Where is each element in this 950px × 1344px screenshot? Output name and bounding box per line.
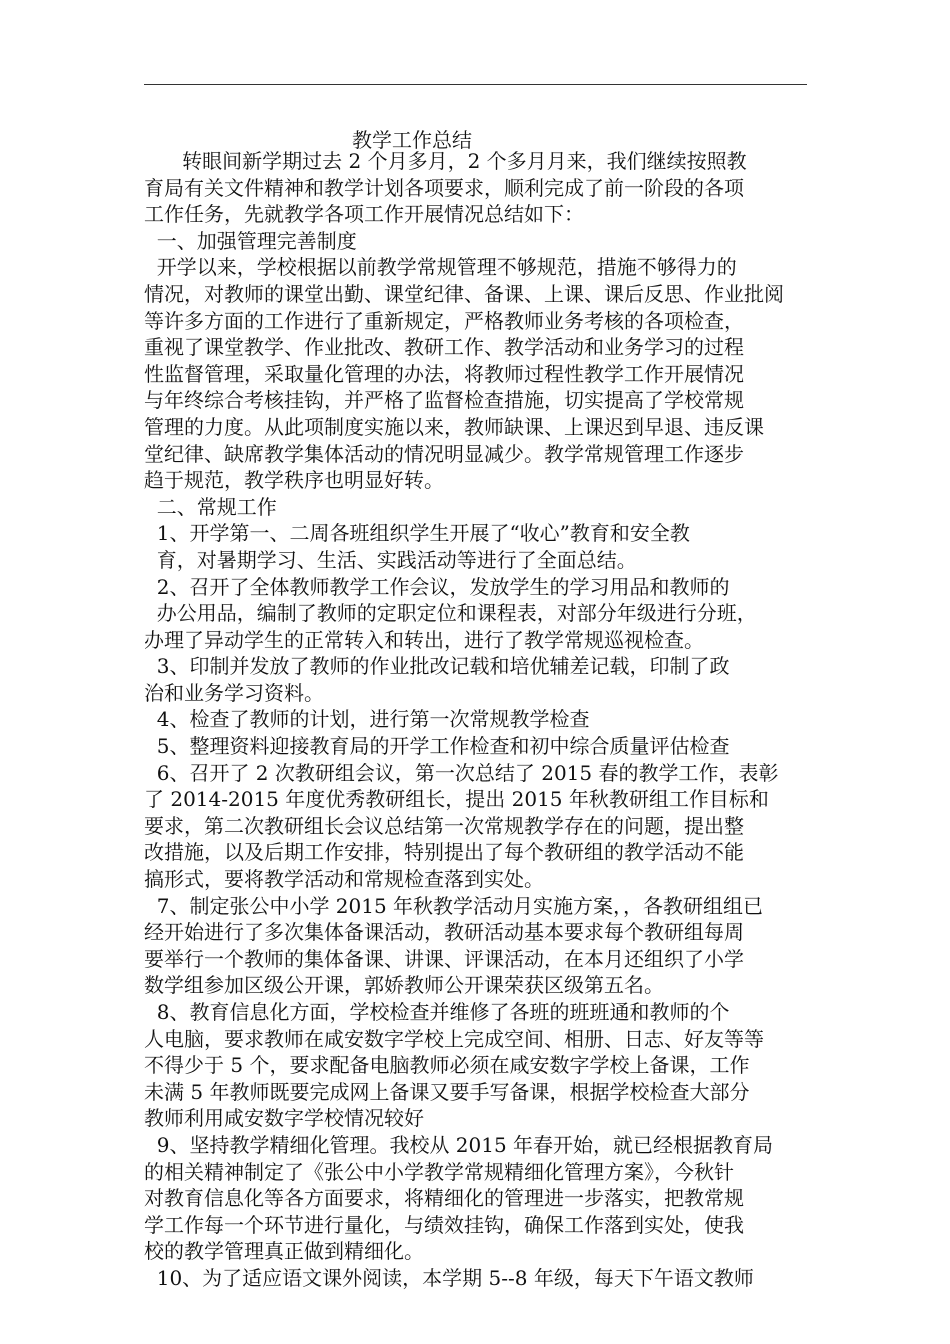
text-line: 对教育信息化等各方面要求，将精细化的管理进一步落实，把教常规	[144, 1186, 744, 1211]
text-line: 与年终综合考核挂钩，并严格了监督检查措施，切实提高了学校常规	[144, 388, 744, 413]
text-line: 8、教育信息化方面，学校检查并维修了各班的班班通和教师的个	[144, 1000, 730, 1024]
text-line: 育，对暑期学习、生活、实践活动等进行了全面总结。	[144, 547, 637, 572]
text-line: 学工作每一个环节进行量化，与绩效挂钩，确保工作落到实处，使我	[144, 1212, 744, 1237]
text-line: 堂纪律、缺席教学集体活动的情况明显减少。教学常规管理工作逐步	[144, 441, 744, 466]
text-line: 3、印制并发放了教师的作业批改记载和培优辅差记载，印制了政	[144, 654, 730, 679]
text-line: 2、召开了全体教师教学工作会议，发放学生的学习用品和教师的	[144, 574, 730, 599]
text-line: 情况，对教师的课堂出勤、课堂纪律、备课、上课、课后反思、作业批阅	[144, 281, 784, 306]
text-line: 要举行一个教师的集体备课、讲课、评课活动，在本月还组织了小学	[144, 946, 744, 971]
text-line: 了 2014-2015 年度优秀教研组长，提出 2015 年秋教研组工作目标和	[144, 787, 769, 812]
text-line: 性监督管理，采取量化管理的办法，将教师过程性教学工作开展情况	[144, 361, 744, 386]
text-line: 重视了课堂教学、作业批改、教研工作、教学活动和业务学习的过程	[144, 335, 744, 360]
text-line: 5、整理资料迎接教育局的开学工作检查和初中综合质量评估检查	[144, 734, 730, 759]
text-line: 1、开学第一、二周各班组织学生开展了“收心”教育和安全教	[144, 521, 690, 546]
header-rule	[144, 84, 807, 85]
text-line: 数学组参加区级公开课，郭娇教师公开课荣获区级第五名。	[144, 973, 664, 998]
text-line: 未满 5 年教师既要完成网上备课又要手写备课，根据学校检查大部分	[144, 1079, 750, 1104]
text-line: 不得少于 5 个，要求配备电脑教师必须在咸安数字学校上备课，工作	[144, 1053, 750, 1078]
document-title: 教学工作总结	[352, 128, 472, 152]
text-line: 管理的力度。从此项制度实施以来，教师缺课、上课迟到早退、违反课	[144, 414, 764, 439]
text-line: 6、召开了 2 次教研组会议，第一次总结了 2015 春的教学工作，表彰	[144, 760, 779, 785]
text-line: 搞形式，要将教学活动和常规检查落到实处。	[144, 867, 544, 892]
text-line: 10、为了适应语文课外阅读，本学期 5--8 年级，每天下午语文教师	[144, 1265, 754, 1290]
text-line: 办公用品，编制了教师的定职定位和课程表，对部分年级进行分班，	[144, 601, 757, 626]
text-line: 的相关精神制定了《张公中小学教学常规精细化管理方案》，今秋针	[144, 1159, 734, 1184]
text-line: 治和业务学习资料。	[144, 680, 324, 705]
text-line: 要求，第二次教研组长会议总结第一次常规教学存在的问题，提出整	[144, 813, 744, 838]
text-line: 一、加强管理完善制度	[144, 228, 357, 253]
text-line: 转眼间新学期过去 2 个月多月，2 个多月月来，我们继续按照教	[144, 149, 747, 173]
text-line: 二、常规工作	[144, 494, 277, 519]
text-line: 9、坚持教学精细化管理。我校从 2015 年春开始，就已经根据教育局	[144, 1132, 774, 1157]
text-line: 等许多方面的工作进行了重新规定，严格教师业务考核的各项检查，	[144, 308, 744, 333]
text-line: 工作任务，先就教学各项工作开展情况总结如下：	[144, 202, 584, 227]
text-line: 育局有关文件精神和教学计划各项要求，顺利完成了前一阶段的各项	[144, 175, 744, 200]
text-line: 校的教学管理真正做到精细化。	[144, 1239, 424, 1264]
text-line: 4、检查了教师的计划，进行第一次常规教学检查	[144, 707, 590, 732]
text-line: 经开始进行了多次集体备课活动，教研活动基本要求每个教研组每周	[144, 920, 744, 945]
text-line: 开学以来，学校根据以前教学常规管理不够规范，措施不够得力的	[144, 255, 737, 280]
text-line: 人电脑，要求教师在咸安数字学校上完成空间、相册、日志、好友等等	[144, 1026, 764, 1051]
text-line: 7、制定张公中小学 2015 年秋教学活动月实施方案，，各教研组组已	[144, 893, 764, 918]
document-body	[144, 148, 824, 1292]
text-line: 教师利用咸安数字学校情况较好	[144, 1106, 424, 1131]
text-line: 趋于规范，教学秩序也明显好转。	[144, 468, 444, 493]
text-line: 改措施，以及后期工作安排，特别提出了每个教研组的教学活动不能	[144, 840, 744, 865]
text-line: 办理了异动学生的正常转入和转出，进行了教学常规巡视检查。	[144, 627, 704, 652]
